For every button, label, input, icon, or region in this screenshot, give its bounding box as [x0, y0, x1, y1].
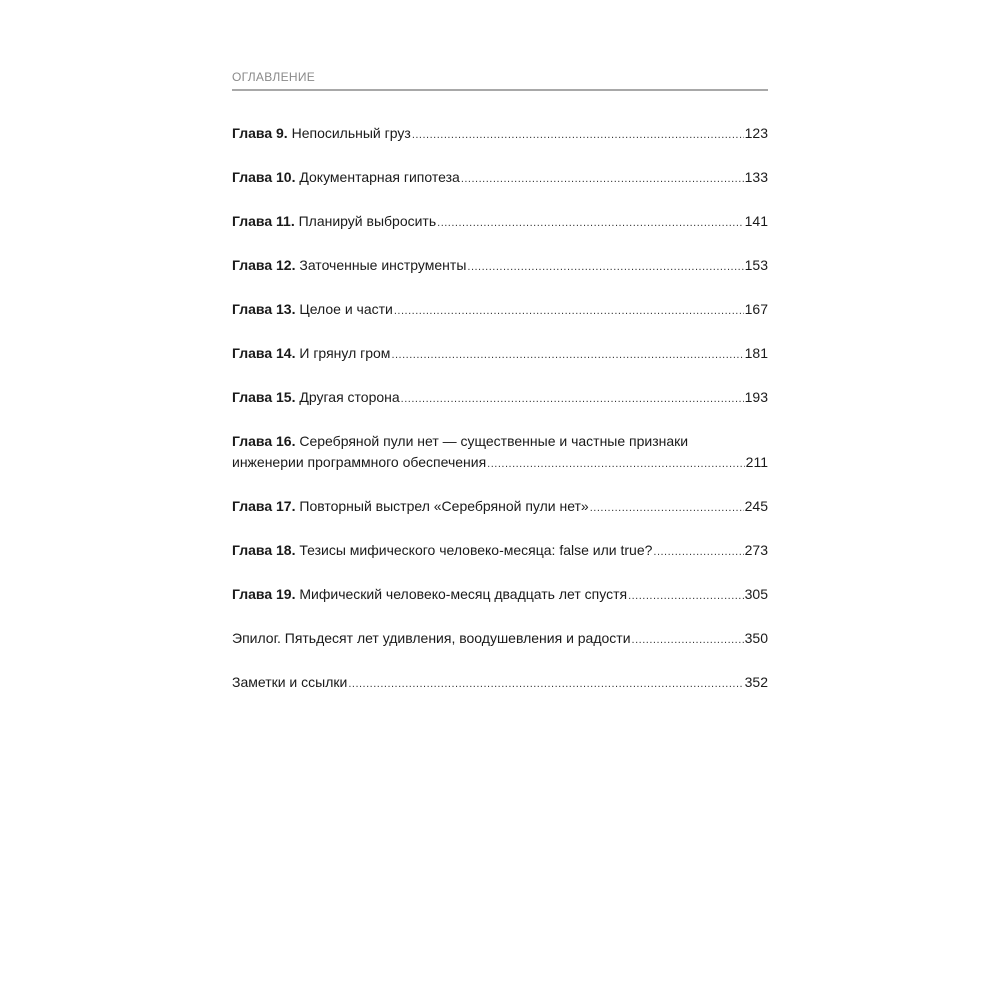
toc-entry-page: 123 [744, 125, 768, 141]
running-head: ОГЛАВЛЕНИЕ [232, 70, 768, 91]
toc-entry-page: 181 [744, 345, 768, 361]
toc-entry-title: Серебряной пули нет — существенные и частные признаки [299, 433, 689, 449]
toc-entry-page: 352 [744, 674, 768, 690]
toc-entry-label: Глава 10. [232, 169, 296, 185]
toc-entry-label: Глава 17. [232, 498, 296, 514]
toc-entry-page: 193 [744, 389, 768, 405]
dot-leader [467, 257, 743, 278]
toc-entry-page: 305 [744, 586, 768, 602]
toc-entry-title: Другая сторона [299, 389, 400, 405]
toc-entry-label: Глава 9. [232, 125, 288, 141]
toc-entry-title: Заточенные инструменты [299, 257, 467, 273]
toc-entry-notes[interactable] [232, 672, 768, 695]
toc-entry-chapter-15[interactable] [232, 387, 768, 410]
dot-leader [632, 630, 744, 651]
dot-leader [437, 213, 744, 234]
dot-leader [391, 345, 743, 366]
toc-entry-chapter-9[interactable] [232, 123, 768, 146]
toc-entry-chapter-19[interactable] [232, 584, 768, 607]
toc-entry-label: Глава 11. [232, 213, 295, 229]
toc-entry-title-continued: инженерии программного обеспечения [232, 454, 487, 470]
toc-entry-label: Глава 19. [232, 586, 296, 602]
toc-entry-title: Непосильный груз [291, 125, 411, 141]
toc-entry-page: 167 [744, 301, 768, 317]
toc-entry-title: Повторный выстрел «Серебряной пули нет» [299, 498, 589, 514]
toc-entry-label: Глава 18. [232, 542, 296, 558]
toc-entry-chapter-12[interactable] [232, 255, 768, 278]
toc-entry-title: Целое и части [299, 301, 393, 317]
table-of-contents [232, 123, 768, 695]
toc-entry-chapter-16[interactable] [232, 431, 768, 475]
toc-entry-title: Эпилог. Пятьдесят лет удивления, воодушевления и радости [232, 630, 631, 646]
dot-leader [394, 301, 744, 322]
toc-entry-chapter-17[interactable] [232, 496, 768, 519]
toc-entry-label: Глава 13. [232, 301, 296, 317]
toc-entry-chapter-18[interactable] [232, 540, 768, 563]
toc-entry-title: Документарная гипотеза [299, 169, 460, 185]
toc-entry-title: Мифический человеко-месяц двадцать лет спустя [299, 586, 628, 602]
toc-entry-title: Тезисы мифического человеко-месяца: false или true? [299, 542, 653, 558]
toc-entry-page: 133 [744, 169, 768, 185]
dot-leader [653, 542, 743, 563]
toc-entry-label: Глава 12. [232, 257, 296, 273]
dot-leader [628, 586, 744, 607]
toc-entry-page: 273 [744, 542, 768, 558]
toc-entry-title: Заметки и ссылки [232, 674, 348, 690]
dot-leader [348, 674, 743, 695]
dot-leader [401, 389, 744, 410]
dot-leader [461, 169, 744, 190]
toc-entry-page: 141 [744, 213, 768, 229]
toc-entry-page: 211 [745, 454, 768, 470]
toc-entry-page: 245 [744, 498, 768, 514]
toc-entry-title: И грянул гром [299, 345, 391, 361]
toc-entry-page: 153 [744, 257, 768, 273]
toc-entry-title: Планируй выбросить [298, 213, 437, 229]
toc-entry-chapter-10[interactable] [232, 167, 768, 190]
toc-entry-chapter-11[interactable] [232, 211, 768, 234]
toc-entry-epilogue[interactable] [232, 628, 768, 651]
dot-leader [412, 125, 744, 146]
toc-entry-chapter-14[interactable] [232, 343, 768, 366]
document-page [232, 70, 768, 716]
toc-entry-page: 350 [744, 630, 768, 646]
dot-leader [590, 498, 744, 519]
toc-entry-label: Глава 15. [232, 389, 296, 405]
toc-entry-label: Глава 16. [232, 433, 296, 449]
toc-entry-label: Глава 14. [232, 345, 296, 361]
toc-entry-chapter-13[interactable] [232, 299, 768, 322]
dot-leader [487, 454, 745, 475]
